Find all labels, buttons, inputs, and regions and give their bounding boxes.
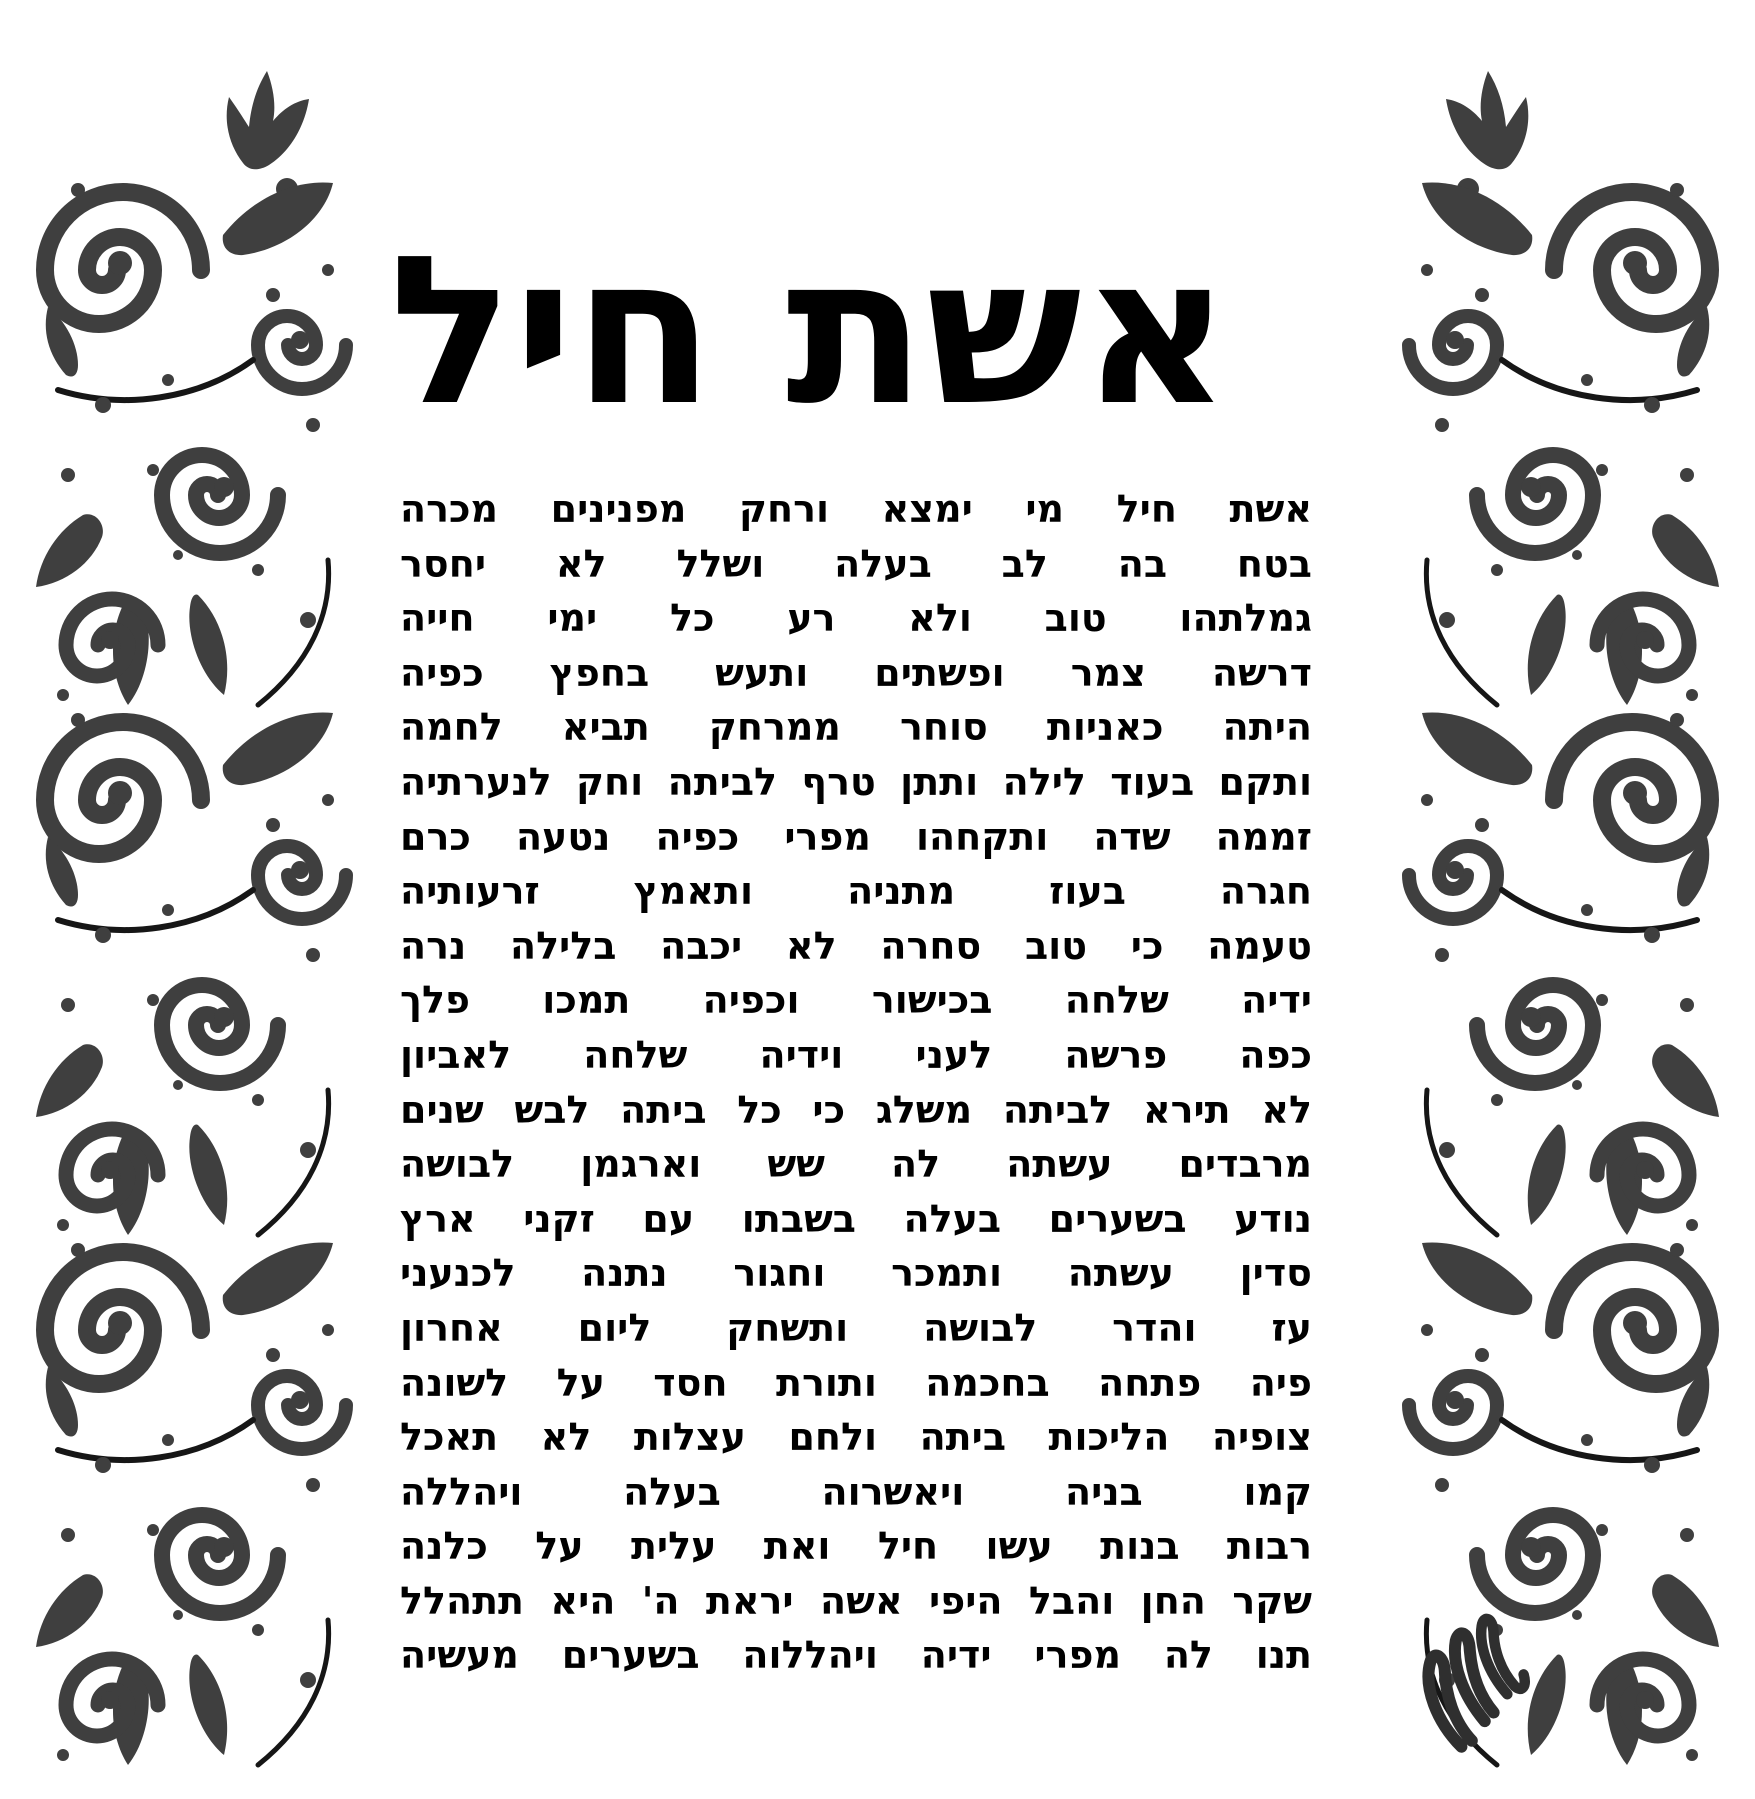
signature-strokes	[1398, 1616, 1548, 1758]
verse-line: רבות בנות עשו חיל ואת עלית על כלנה	[400, 1524, 1312, 1569]
verse-line: בטח בה לב בעלה ושלל לא יחסר	[400, 541, 1312, 586]
verse-line: זממה שדה ותקחהו מפרי כפיה נטעה כרם	[400, 814, 1312, 859]
verse-line: דרשה צמר ופשתים ותעש בחפץ כפיה	[400, 650, 1312, 695]
verse-line: לא תירא לביתה משלג כי כל ביתה לבש שנים	[400, 1087, 1312, 1132]
verse-line: גמלתהו טוב ולא רע כל ימי חייה	[400, 596, 1312, 641]
swirl-ornament	[36, 71, 346, 1765]
verse-line: נודע בשערים בעלה בשבתו עם זקני ארץ	[400, 1196, 1312, 1241]
floral-border-left	[28, 55, 358, 1795]
swirl-ornament	[1409, 71, 1719, 1765]
verse-line: ותקם בעוד לילה ותתן טרף לביתה וחק לנערתיה	[400, 759, 1312, 804]
verse-line: טעמה כי טוב סחרה לא יכבה בלילה נרה	[400, 923, 1312, 968]
page-title: אשת חיל	[389, 213, 1231, 451]
proverbs-text-block	[400, 482, 1312, 1683]
verse-line: פיה פתחה בחכמה ותורת חסד על לשונה	[400, 1360, 1312, 1405]
verse-line: ידיה שלחה בכישור וכפיה תמכו פלך	[400, 978, 1312, 1023]
verse-line: שקר החן והבל היפי אשה יראת ה' היא תתהלל	[400, 1578, 1312, 1623]
verse-line: סדין עשתה ותמכר וחגור נתנה לכנעני	[400, 1251, 1312, 1296]
verse-line: עז והדר לבושה ותשחק ליום אחרון	[400, 1305, 1312, 1350]
floral-border-right	[1397, 55, 1727, 1795]
verse-line: היתה כאניות סוחר ממרחק תביא לחמה	[400, 705, 1312, 750]
verse-line: אשת חיל מי ימצא ורחק מפנינים מכרה	[400, 487, 1312, 531]
verse-line: תנו לה מפרי ידיה ויהללוה בשערים מעשיה	[400, 1633, 1312, 1678]
verse-line: קמו בניה ויאשרוה בעלה ויהללה	[400, 1469, 1312, 1514]
verse-line: מרבדים עשתה לה שש וארגמן לבושה	[400, 1142, 1312, 1187]
verse-line: חגרה בעוז מתניה ותאמץ זרעותיה	[400, 869, 1312, 914]
verse-line: כפה פרשה לעני וידיה שלחה לאביון	[400, 1032, 1312, 1077]
verse-line: צופיה הליכות ביתה ולחם עצלות לא תאכל	[400, 1415, 1312, 1460]
artist-signature-mark	[1398, 1588, 1548, 1758]
